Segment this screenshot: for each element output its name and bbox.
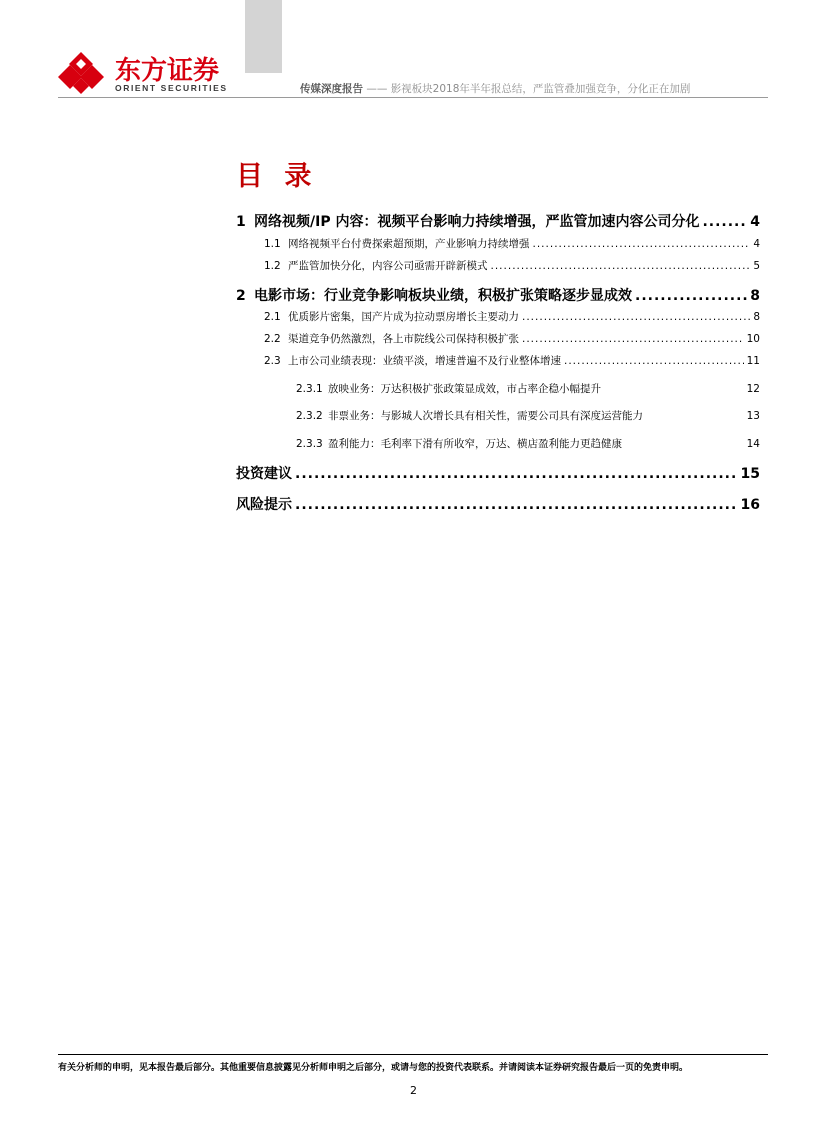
- toc-entry-number: 2.3.2: [296, 410, 323, 422]
- toc-leader-dots: [702, 214, 747, 230]
- toc-entry-2-3[interactable]: [264, 353, 760, 368]
- footer-disclaimer: 有关分析师的申明，见本报告最后部分。其他重要信息披露见分析师申明之后部分，或请与您的投资代表联系。并请阅读本证券研究报告最后一页的免责申明。: [58, 1063, 689, 1073]
- toc-entry-2-1[interactable]: [264, 309, 760, 324]
- toc-entry-text: 渠道竞争仍然激烈，各上市院线公司保持积极扩张: [288, 333, 519, 345]
- toc-entry-text: 优质影片密集，国产片成为拉动票房增长主要动力: [288, 311, 519, 323]
- toc-entry-1[interactable]: [236, 211, 760, 231]
- page-number: 2: [410, 1084, 417, 1097]
- toc-entry-text: 严监管加快分化，内容公司亟需开辟新模式: [288, 260, 488, 272]
- toc-entry-page: 10: [746, 333, 760, 345]
- logo-english-text: ORIENT SECURITIES: [115, 83, 228, 93]
- toc-entry-number: 1.2: [264, 260, 281, 272]
- toc-entry-page: 5: [753, 260, 760, 272]
- toc-entry-text: 放映业务：万达积极扩张政策显成效，市占率企稳小幅提升: [328, 383, 601, 395]
- toc-entry-text: 盈利能力：毛利率下滑有所收窄，万达、横店盈利能力更趋健康: [328, 438, 622, 450]
- toc-entry-number: 2: [236, 288, 246, 304]
- toc-entry-page: 12: [746, 383, 760, 395]
- toc-entry-page: 8: [750, 288, 760, 304]
- company-logo: [58, 50, 258, 96]
- footer-divider: [58, 1054, 768, 1055]
- toc-entry-2-2[interactable]: [264, 331, 760, 346]
- toc-entry-page: 4: [750, 214, 760, 230]
- toc-entry-2[interactable]: [236, 285, 760, 305]
- orient-securities-logo-icon: [58, 50, 104, 96]
- toc-entry-number: 1: [236, 214, 246, 230]
- toc-entry-number: 2.3.1: [296, 383, 323, 395]
- toc-leader-dots: [295, 497, 738, 513]
- toc-entry-text: 投资建议: [236, 466, 292, 482]
- toc-entry-investment-advice[interactable]: [236, 463, 760, 483]
- toc-entry-text: 上市公司业绩表现：业绩平淡，增速普遍不及行业整体增速: [288, 355, 561, 367]
- toc-entry-text: 网络视频平台付费探索超预期，产业影响力持续增强: [288, 238, 530, 250]
- toc-leader-dots: [533, 238, 751, 250]
- toc-title: 目 录: [236, 161, 318, 192]
- toc-entry-page: 8: [753, 311, 760, 323]
- toc-leader-dots: [491, 260, 751, 272]
- toc-entry-text: 电影市场：行业竞争影响板块业绩，积极扩张策略逐步显成效: [254, 288, 632, 304]
- toc-entry-page: 14: [746, 438, 760, 450]
- report-title: 影视板块2018年半年报总结，严监管叠加强竞争，分化正在加剧: [390, 83, 691, 95]
- toc-leader-dots: [564, 355, 744, 367]
- toc-leader-dots: [522, 311, 750, 323]
- toc-leader-dots: [295, 466, 738, 482]
- toc-entry-page: 13: [746, 410, 760, 422]
- toc-entry-page: 16: [740, 497, 760, 513]
- running-header: [300, 81, 690, 96]
- toc-entry-text: 风险提示: [236, 497, 292, 513]
- report-type: 传媒深度报告: [300, 83, 363, 95]
- logo-chinese-text: 东方证券: [115, 56, 220, 86]
- toc-entry-number: 2.2: [264, 333, 281, 345]
- toc-entry-1-1[interactable]: [264, 236, 760, 251]
- toc-entry-1-2[interactable]: [264, 258, 760, 273]
- toc-entry-2-3-1[interactable]: [296, 381, 760, 396]
- header-separator: ——: [366, 83, 388, 95]
- toc-leader-dots: [635, 288, 747, 304]
- toc-entry-text: 网络视频/IP 内容：视频平台影响力持续增强，严监管加速内容公司分化: [254, 214, 700, 230]
- header-divider: [58, 97, 768, 98]
- toc-entry-number: 2.3.3: [296, 438, 323, 450]
- toc-entry-risk-warning[interactable]: [236, 494, 760, 514]
- toc-entry-number: 2.3: [264, 355, 281, 367]
- toc-entry-page: 11: [746, 355, 760, 367]
- toc-entry-text: 非票业务：与影城人次增长具有相关性，需要公司具有深度运营能力: [328, 410, 643, 422]
- toc-entry-2-3-3[interactable]: [296, 436, 760, 451]
- toc-entry-number: 2.1: [264, 311, 281, 323]
- toc-leader-dots: [522, 333, 744, 345]
- toc-entry-2-3-2[interactable]: [296, 408, 760, 423]
- toc-entry-number: 1.1: [264, 238, 281, 250]
- toc-entry-page: 15: [740, 466, 760, 482]
- toc-entry-page: 4: [753, 238, 760, 250]
